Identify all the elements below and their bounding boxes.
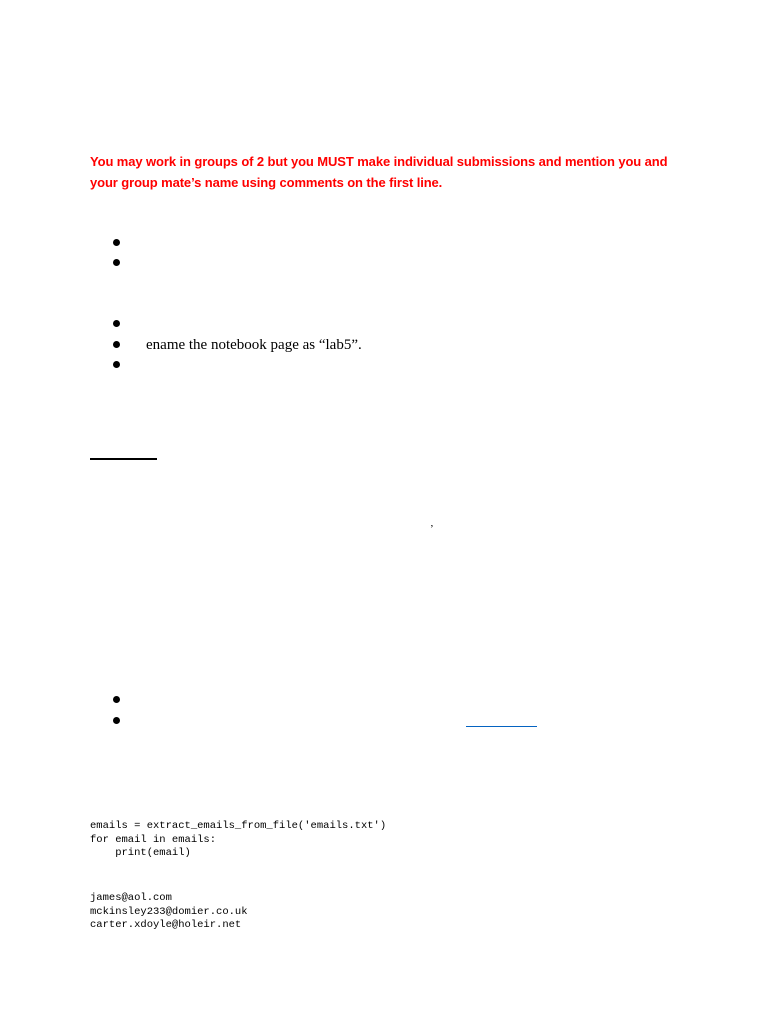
section-heading-underline xyxy=(90,458,157,460)
list-bullet xyxy=(113,341,120,348)
list-bullet xyxy=(113,259,120,266)
list-bullet xyxy=(113,717,120,724)
output-example xyxy=(90,892,248,933)
rename-notebook-instruction: ename the notebook page as “lab5”. xyxy=(146,337,362,353)
code-example xyxy=(90,820,386,861)
code-line: for email in emails: xyxy=(90,833,217,846)
list-bullet xyxy=(113,239,120,246)
apostrophe-mark: ’ xyxy=(430,523,434,535)
list-bullet xyxy=(113,320,120,327)
hyperlink-underline[interactable] xyxy=(466,726,537,727)
group-work-notice: You may work in groups of 2 but you MUST make individual submissions and mention you and your group mate’s name using comments on the first line. xyxy=(90,154,668,190)
output-line: carter.xdoyle@holeir.net xyxy=(90,919,242,931)
code-line: print(email) xyxy=(90,847,191,859)
output-line: james@aol.com xyxy=(90,892,172,904)
list-bullet xyxy=(113,696,120,703)
code-line: emails = extract_emails_from_file('emails.txt') xyxy=(90,820,387,832)
output-line: mckinsley233@domier.co.uk xyxy=(90,905,248,918)
list-bullet xyxy=(113,361,120,368)
